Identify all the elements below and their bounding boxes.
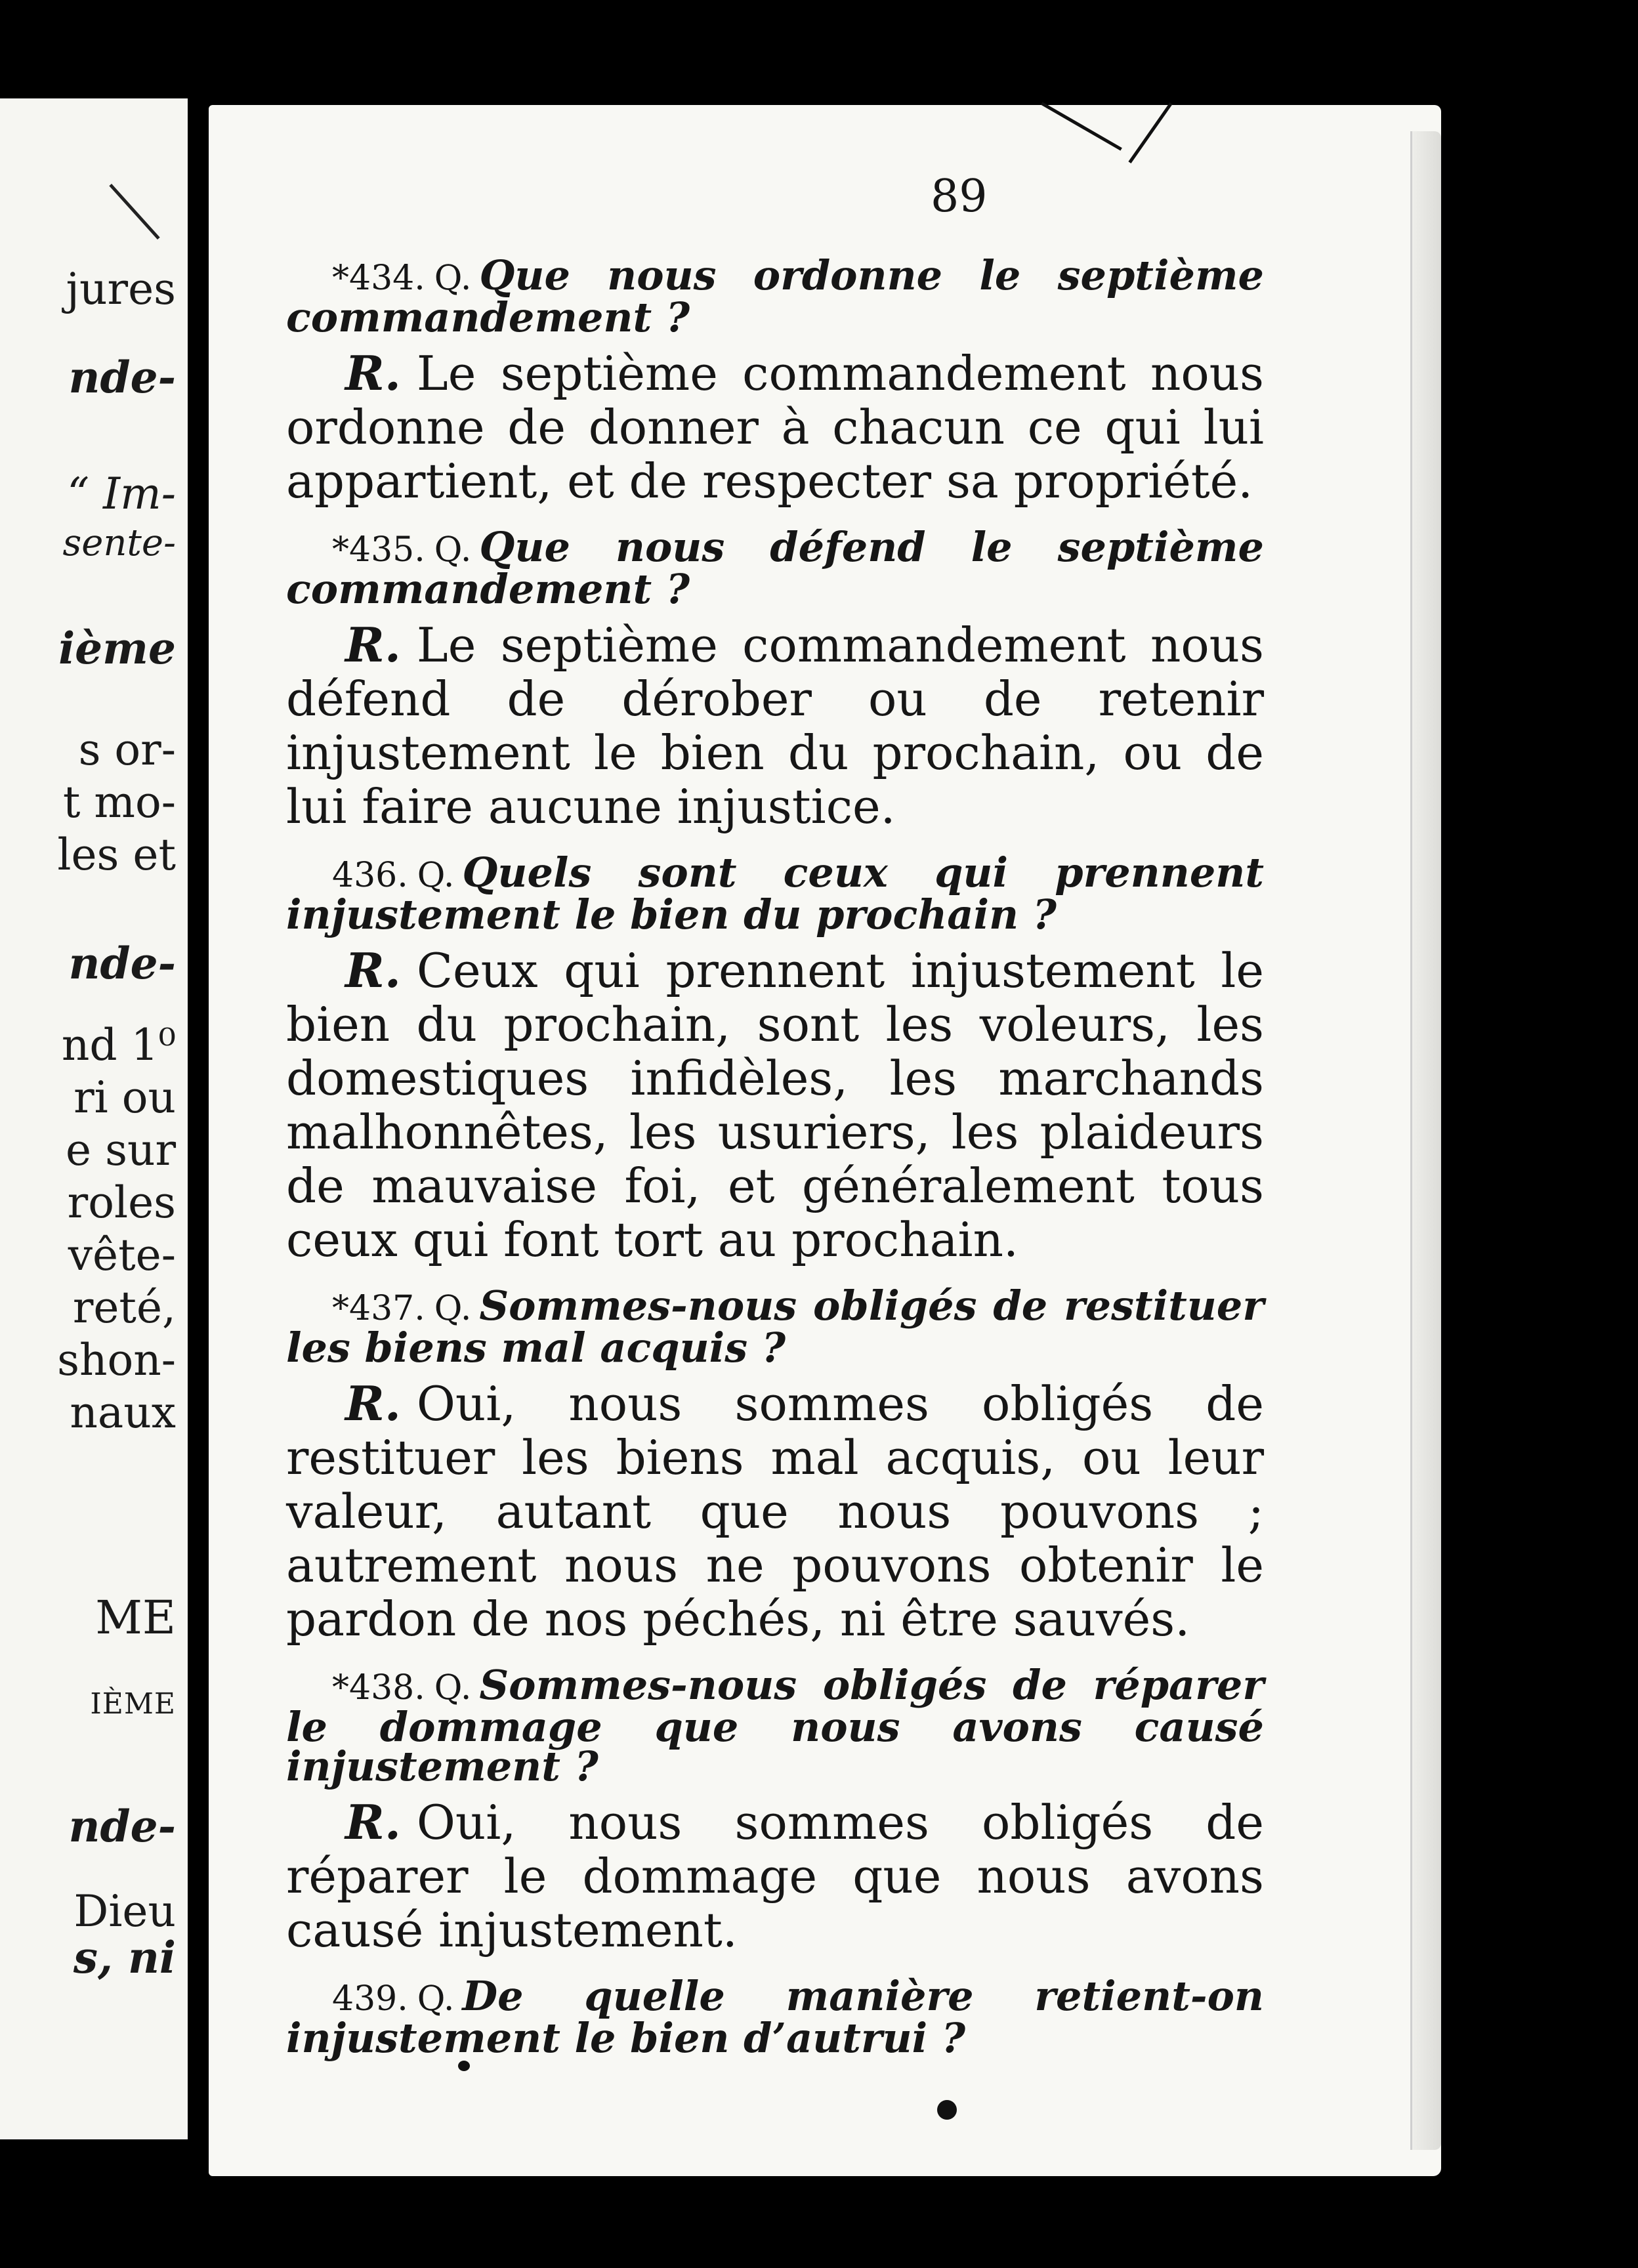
question-number: *435.	[332, 530, 425, 570]
left-fragment-line: Dieu	[74, 1886, 176, 1937]
question-label: Q.	[434, 259, 472, 298]
question-number: 439.	[332, 1979, 408, 2019]
answer-label: R.	[345, 942, 401, 998]
qa-entry	[286, 1972, 1264, 2062]
question-text: Que nous ordonne le septième commandement ?	[286, 251, 1264, 341]
qa-entry	[286, 523, 1264, 834]
left-fragment-line: naux	[70, 1387, 176, 1438]
left-fragment-line: t mo-	[62, 777, 176, 828]
left-fragment-line: vête-	[68, 1230, 176, 1280]
left-fragment-line: les et	[57, 830, 176, 880]
answer-text: Le septième commandement nous défend de dérober ou de retenir injustement le bien du prochain, ou de lui faire aucune injustice.	[286, 618, 1264, 834]
question	[286, 523, 1264, 613]
question-label: Q.	[434, 530, 472, 570]
question-number: 436.	[332, 856, 408, 895]
left-fragment-line: jures	[66, 264, 176, 314]
question-text: De quelle manière retient-on injustement le bien d’autrui ?	[286, 1972, 1264, 2062]
question-text: Que nous défend le septième commandement ?	[286, 523, 1264, 613]
answer	[286, 346, 1264, 508]
left-fragment-line: “ Im-	[67, 469, 176, 519]
left-fragment-line: s, ni	[73, 1932, 176, 1983]
question	[286, 1972, 1264, 2062]
qa-entry	[286, 1661, 1264, 1958]
question-label: Q.	[417, 856, 455, 895]
answer-text: Oui, nous sommes obligés de restituer les biens mal acquis, ou leur valeur, autant que nous pouvons ; autrement nous ne pouvons obtenir le pardon de nos péchés, ni être sauvés.	[286, 1376, 1264, 1647]
pen-mark	[1041, 102, 1122, 150]
question-number: *434.	[332, 259, 425, 298]
question-text: Quels sont ceux qui prennent injustement le bien du prochain ?	[286, 849, 1264, 938]
book-page	[209, 105, 1441, 2176]
question-text: Sommes-nous obligés de restituer les biens mal acquis ?	[286, 1282, 1264, 1372]
pen-mark	[1128, 102, 1172, 163]
question	[286, 849, 1264, 938]
left-fragment-line: nd 1⁰	[61, 1020, 176, 1070]
left-fragment-line: sente-	[62, 522, 176, 564]
left-fragment-line: nde-	[68, 1801, 176, 1852]
answer	[286, 1377, 1264, 1646]
question-number: *437.	[332, 1289, 425, 1328]
page-number: 89	[931, 171, 988, 222]
answer	[286, 944, 1264, 1267]
question-number: *438.	[332, 1668, 425, 1708]
catechism-text	[286, 251, 1264, 2067]
page-edge	[1410, 131, 1441, 2150]
left-fragment-line: ième	[58, 623, 176, 674]
left-fragment-line: roles	[67, 1177, 176, 1228]
left-fragment-line: IÈME	[90, 1687, 176, 1721]
answer-label: R.	[345, 1376, 401, 1431]
pen-mark	[109, 184, 159, 240]
left-fragment-line: nde-	[68, 938, 176, 989]
left-page-fragment	[0, 98, 188, 2139]
qa-entry	[286, 849, 1264, 1267]
qa-entry	[286, 251, 1264, 509]
left-fragment-line: reté,	[72, 1282, 176, 1333]
question	[286, 251, 1264, 341]
question-text: Sommes-nous obligés de réparer le dommage que nous avons causé injustement ?	[286, 1661, 1264, 1790]
answer-text: Ceux qui prennent injustement le bien du prochain, sont les voleurs, les domestiques infidèles, les marchands malhonnêtes, les usuriers, les plaideurs de mauvaise foi, et généralement tous ceux qui font tort au prochain.	[286, 943, 1264, 1267]
question-label: Q.	[417, 1979, 455, 2019]
left-fragment-line: nde-	[68, 352, 176, 403]
left-fragment-line: ME	[95, 1591, 176, 1645]
qa-entry	[286, 1282, 1264, 1647]
answer-label: R.	[345, 1794, 401, 1850]
left-fragment-line: ri ou	[74, 1072, 176, 1123]
question-label: Q.	[434, 1668, 472, 1708]
ink-spot	[937, 2100, 957, 2120]
answer	[286, 618, 1264, 833]
question	[286, 1661, 1264, 1790]
question	[286, 1282, 1264, 1372]
question-label: Q.	[434, 1289, 472, 1328]
left-fragment-line: e sur	[66, 1125, 176, 1175]
answer-text: Le septième commandement nous ordonne de donner à chacun ce qui lui appartient, et de respecter sa propriété.	[286, 346, 1264, 509]
answer-label: R.	[345, 617, 401, 673]
answer-text: Oui, nous sommes obligés de réparer le dommage que nous avons causé injustement.	[286, 1795, 1264, 1958]
answer	[286, 1796, 1264, 1957]
left-fragment-line: s or-	[78, 724, 176, 775]
left-fragment-line: shon-	[57, 1335, 176, 1385]
answer-label: R.	[345, 345, 401, 401]
